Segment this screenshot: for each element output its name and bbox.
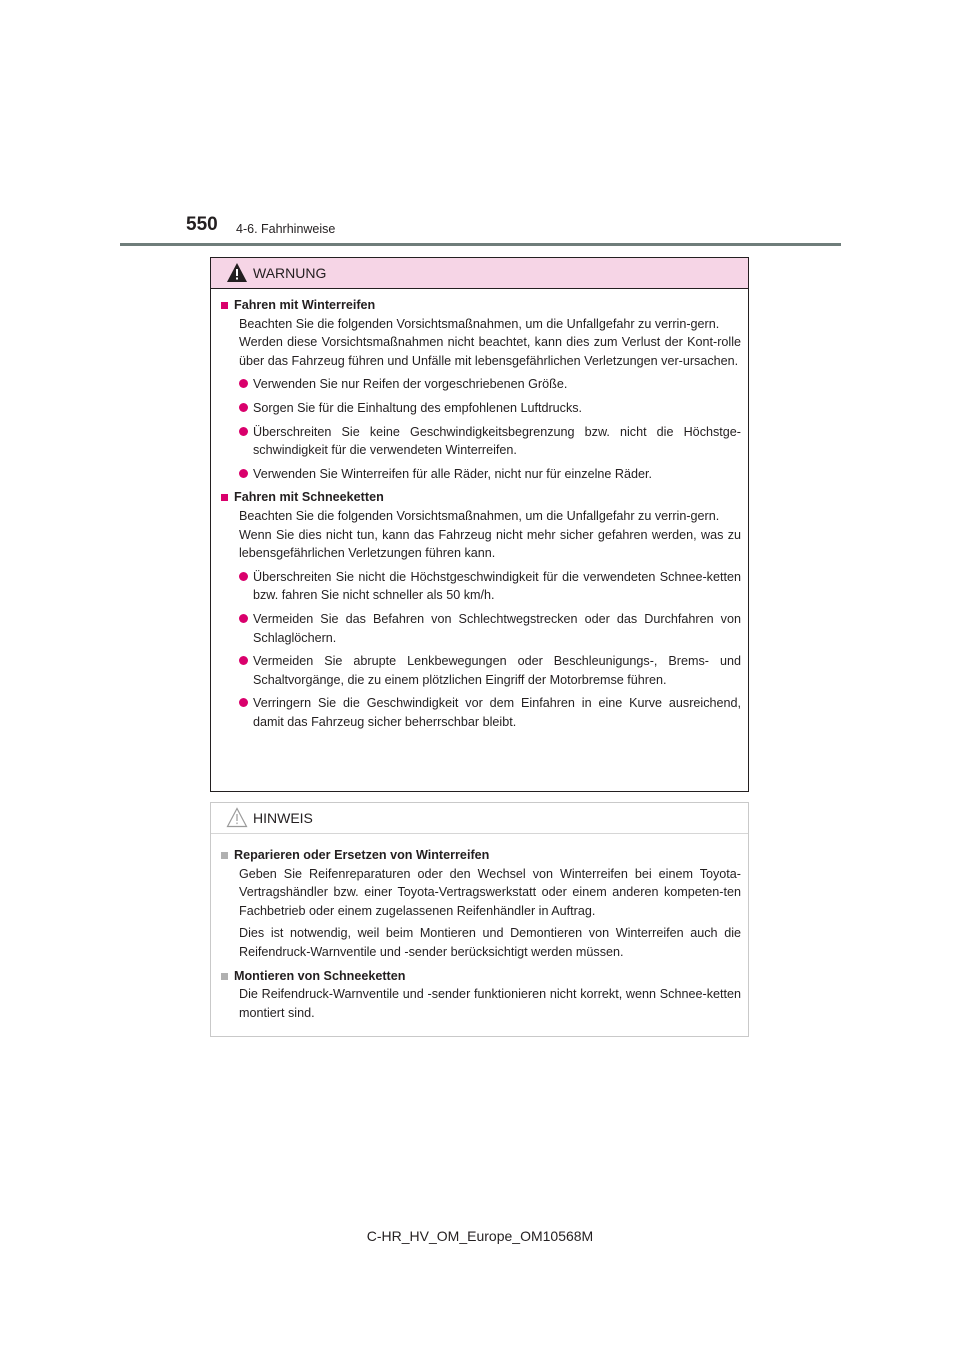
square-bullet-icon — [221, 494, 228, 501]
heading-text: Reparieren oder Ersetzen von Winterreifen — [234, 848, 490, 862]
bullet-dot-icon — [239, 469, 248, 478]
list-item-text: Vermeiden Sie abrupte Lenkbewegungen oder Beschleunigungs-, Brems- und Schaltvorgänge, die zu einem plötzlichen Eingriff der Motorbremse führen. — [253, 654, 741, 687]
section-heading — [221, 296, 741, 315]
list-item — [239, 694, 741, 731]
paragraph: Beachten Sie die folgenden Vorsichtsmaßnahmen, um die Unfallgefahr zu verrin-gern. — [239, 508, 720, 523]
list-item — [239, 465, 741, 484]
heading-text: Fahren mit Winterreifen — [234, 298, 376, 312]
bullet-dot-icon — [239, 572, 248, 581]
notice-title: HINWEIS — [253, 810, 313, 826]
warning-triangle-icon — [226, 262, 248, 283]
section-heading — [221, 967, 741, 986]
notice-body — [211, 834, 748, 1022]
warning-body — [211, 289, 748, 731]
bullet-dot-icon — [239, 656, 248, 665]
bullet-dot-icon — [239, 403, 248, 412]
document-code: C-HR_HV_OM_Europe_OM10568M — [366, 1228, 594, 1244]
list-item-text: Verringern Sie die Geschwindigkeit vor dem Einfahren in eine Kurve ausreichend, damit das Fahrzeug sicher beherrschbar bleibt. — [253, 696, 741, 729]
square-bullet-icon — [221, 973, 228, 980]
bullet-dot-icon — [239, 698, 248, 707]
list-item — [239, 652, 741, 689]
list-item — [239, 423, 741, 460]
notice-box-header — [211, 803, 748, 834]
paragraph: Werden diese Vorsichtsmaßnahmen nicht beachtet, kann dies zum Verlust der Kont-rolle über das Fahrzeug führen und Unfälle mit lebensgefährlichen Verletzungen ver-ursachen. — [239, 335, 741, 368]
list-item-text: Verwenden Sie Winterreifen für alle Räder, nicht nur für einzelne Räder. — [253, 466, 653, 481]
list-item — [239, 375, 741, 394]
section-heading — [221, 846, 741, 865]
list-item-text: Überschreiten Sie nicht die Höchstgeschwindigkeit für die verwendeten Schnee-ketten bzw. fahren Sie nicht schneller als 50 km/h. — [253, 569, 741, 603]
list-item-text: Vermeiden Sie das Befahren von Schlechtwegstrecken oder das Durchfahren von Schlaglöchern. — [253, 611, 741, 645]
heading-text: Montieren von Schneeketten — [234, 968, 406, 983]
list-item — [239, 610, 741, 647]
page-number: 550 — [186, 214, 218, 235]
square-bullet-icon — [221, 852, 228, 859]
notice-box — [210, 802, 749, 1037]
list-item-text: Überschreiten Sie keine Geschwindigkeitsbegrenzung bzw. nicht die Höchstge-schwindigkeit für die verwendeten Winterreifen. — [253, 424, 741, 458]
bullet-dot-icon — [239, 379, 248, 388]
warning-box-header — [211, 258, 748, 289]
bullet-dot-icon — [239, 427, 248, 436]
section-title: 4-6. Fahrhinweise — [236, 222, 336, 236]
bullet-dot-icon — [239, 614, 248, 623]
warning-box — [210, 257, 749, 792]
paragraph: Beachten Sie die folgenden Vorsichtsmaßnahmen, um die Unfallgefahr zu verrin-gern. — [239, 316, 720, 331]
square-bullet-icon — [221, 302, 228, 309]
warning-title: WARNUNG — [253, 265, 327, 281]
list-item — [239, 399, 741, 418]
notice-triangle-icon — [226, 807, 248, 828]
paragraph: Geben Sie Reifenreparaturen oder den Wechsel von Winterreifen bei einem Toyota-Vertragshändler bzw. einer Toyota-Vertragswerkstatt oder einem anderen kompeten-ten Fachbetrieb oder einem zugelassenen Reifenhändler in Auftrag. — [239, 866, 741, 918]
list-item — [239, 568, 741, 605]
paragraph: Dies ist notwendig, weil beim Montieren und Demontieren von Winterreifen auch die Reifendruck-Warnventile und -sender berücksichtigt werden müssen. — [239, 926, 741, 959]
header-rule — [120, 243, 841, 246]
list-item-text: Sorgen Sie für die Einhaltung des empfohlenen Luftdrucks. — [253, 400, 583, 415]
paragraph: Wenn Sie dies nicht tun, kann das Fahrzeug nicht mehr sicher gefahren werden, was zu lebensgefährlichen Verletzungen führen kann. — [239, 527, 741, 561]
list-item-text: Verwenden Sie nur Reifen der vorgeschriebenen Größe. — [253, 377, 568, 392]
section-heading — [221, 488, 741, 507]
heading-text: Fahren mit Schneeketten — [234, 490, 384, 505]
paragraph: Die Reifendruck-Warnventile und -sender funktionieren nicht korrekt, wenn Schnee-ketten montiert sind. — [239, 987, 741, 1020]
